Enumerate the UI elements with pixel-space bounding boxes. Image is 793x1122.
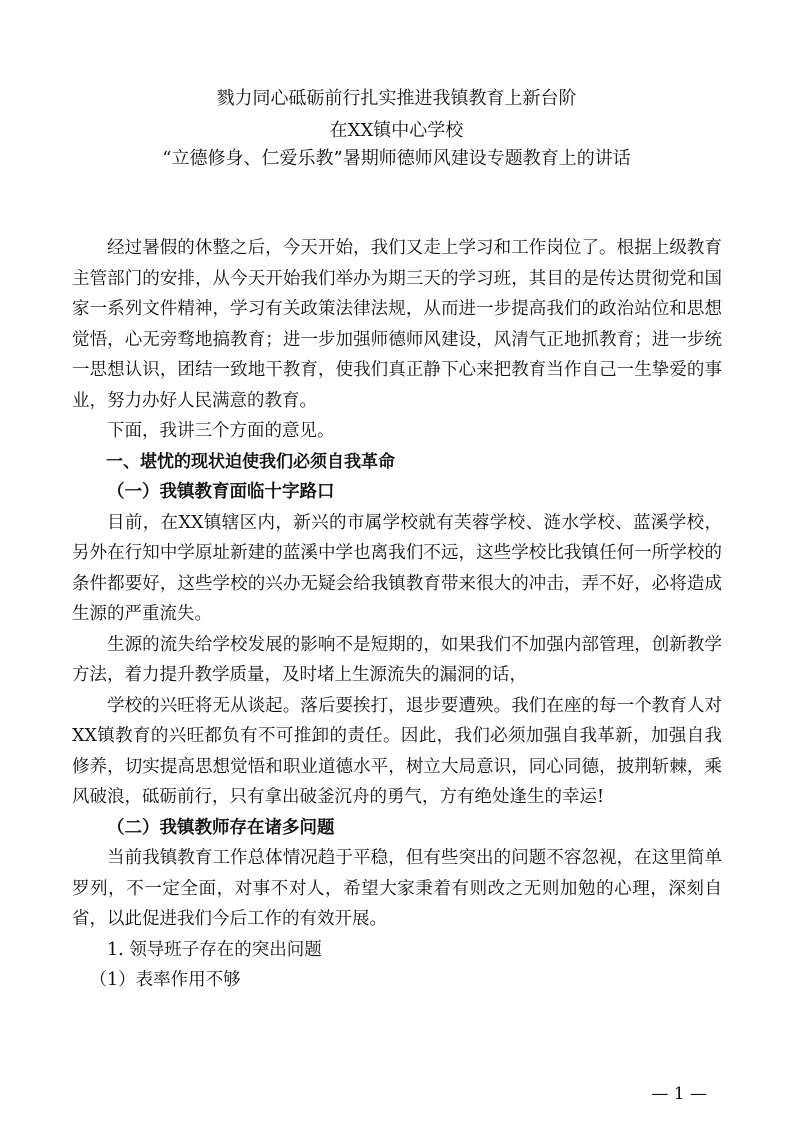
paragraph-enrollment: 生源的流失给学校发展的影响不是短期的，如果我们不加强内部管理，创新教学方法，着力提升教学质量，及时堵上生源流失的漏洞的话， xyxy=(72,634,722,685)
paragraph-reform: 学校的兴旺将无从谈起。落后要挨打，退步要遭殃。我们在座的每一个教育人对XX镇教育的兴旺都负有不可推卸的责任。因此，我们必须加强自我革新，加强自我修养，切实提高思想觉悟和职业道德水平，树立大局意识，同心同德，披荆斩棘，乘风破浪，砥砺前行，只有拿出破釜沉舟的勇气，方有绝处逢生的幸运! xyxy=(72,695,722,807)
section-heading-1: 一、堪忧的现状迫使我们必须自我革命 xyxy=(106,451,395,472)
page-number: — 1 — xyxy=(651,1084,707,1104)
paragraph-outline: 下面，我讲三个方面的意见。 xyxy=(107,421,335,441)
title-line-2: 在XX镇中心学校 xyxy=(329,120,464,141)
item-heading-1: 1. 领导班子存在的突出问题 xyxy=(107,939,322,960)
title-line-1: 戮力同心砥砺前行扎实推进我镇教育上新台阶 xyxy=(216,88,577,109)
paragraph-intro: 经过暑假的休整之后，今天开始，我们又走上学习和工作岗位了。根据上级教育主管部门的安排，从今天开始我们举办为期三天的学习班，其目的是传达贯彻党和国家一系列文件精神，学习有关政策法律法规，从而进一步提高我们的政治站位和思想觉悟，心无旁骛地搞教育；进一步加强师德师风建设，风清气正地抓教育；进一步统一思想认识，团结一致地干教育，使我们真正静下心来把教育当作自己一生挚爱的事业，努力办好人民满意的教育。 xyxy=(72,238,722,411)
sub-item-heading-1: （1）表率作用不够 xyxy=(89,970,241,990)
subsection-heading-1: （一）我镇教育面临十字路口 xyxy=(107,482,335,502)
subsection-heading-2: （二）我镇教师存在诸多问题 xyxy=(107,817,335,838)
paragraph-schools: 目前，在XX镇辖区内，新兴的市属学校就有芙蓉学校、涟水学校、蓝溪学校，另外在行知中学原址新建的蓝溪中学也离我们不远，这些学校比我镇任何一所学校的条件都要好，这些学校的兴办无疑会给我镇教育带来很大的冲击，弄不好，必将造成生源的严重流失。 xyxy=(72,512,722,624)
paragraph-problems: 当前我镇教育工作总体情况趋于平稳，但有些突出的问题不容忽视，在这里简单罗列，不一定全面，对事不对人，希望大家秉着有则改之无则加勉的心理，深刻自省，以此促进我们今后工作的有效开展。 xyxy=(72,848,722,929)
document-body xyxy=(72,233,722,996)
title-line-3: “立德修身、仁爱乐教”暑期师德师风建设专题教育上的讲话 xyxy=(162,148,631,169)
